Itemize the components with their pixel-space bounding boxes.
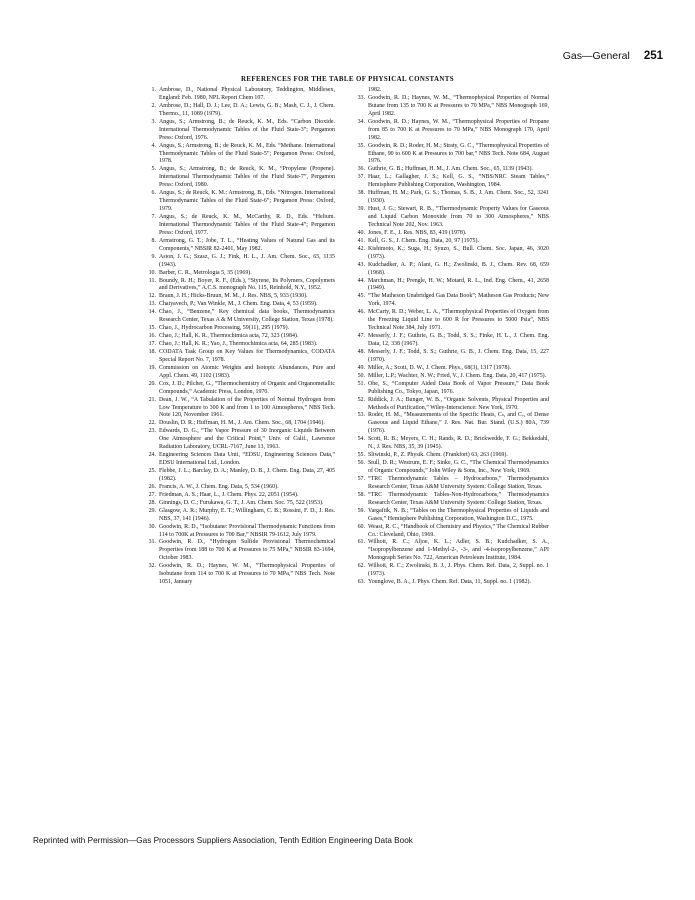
- reference-text: Scott, R. B.; Meyers, C. H.; Rands, R. D.; Brickwedde, F. G.; Bekkedahl, N., J. Res. NBS, 35, 39 (1945).: [368, 436, 549, 451]
- reference-text: Goodwin, R. D.; Haynes, W. M., “Thermophysical Properties of Propane from 85 to 700 K at Pressures to 70 MPa,” NBS Monograph 170, April 1982.: [368, 118, 549, 141]
- reference-entry: [147, 539, 335, 563]
- reference-text: Cox, J. D.; Pilcher, G., “Thermochemistry of Organic and Organometallic Compounds,” Academic Press, London, 1970.: [159, 380, 335, 395]
- reference-entry: [147, 119, 335, 143]
- reference-number: 54.: [357, 436, 365, 443]
- reference-text: Jones, F. E., J. Res. NBS, 83, 419 (1978).: [368, 229, 467, 236]
- reference-text: Kudchadker, A. P.; Alani, G. H.; Zwolinski, B. J., Chem. Rev. 68, 659 (1968).: [368, 261, 549, 276]
- reference-number: 12.: [148, 293, 156, 300]
- reference-number: 25.: [148, 468, 156, 474]
- reference-entry: [147, 484, 335, 492]
- reference-text: Ambrose, D.; Hall, D. J.; Lee, D. A.; Lewis, G. B.; Mash, C. J., J. Chem. Thermo., 11, 1089 (1979).: [159, 102, 335, 117]
- reference-text: Wilhoit, R. C.; Zwolinski, B. J., J. Phys. Chem. Ref. Data, 2, Suppl. no. 1 (1973).: [368, 563, 549, 578]
- reference-number: 17.: [148, 341, 156, 347]
- reference-entry: [356, 293, 549, 309]
- reference-number: 1.: [151, 87, 156, 93]
- reference-text: Stull, D. R.; Westrum, E. F.; Sinke, G. C., “The Chemical Thermodynamics of Organic Compounds,” John Wiley & Sons, Inc., New York, 1969.: [368, 460, 549, 474]
- running-header: [563, 50, 663, 62]
- reference-entry: [147, 341, 335, 349]
- reference-entry: [147, 238, 335, 254]
- reference-text: Goodwin, R. D.; Haynes, W. M., “Thermophysical Properties of Normal Butane from 135 to 700 K at Pressures to 70 MPa,” NBS Monograph 169, April 1982.: [368, 94, 549, 117]
- reference-text: Armstrong, G. T.; Jobe, T. L., “Heating Values of Natural Gas and its Components,” NBSIR 82-2401, May 1982.: [159, 237, 335, 252]
- reference-text: Ambrose, D., National Physical Laboratory, Teddington, Middlesex, England: Feb. 1980, NPL Report Chem 107.: [159, 87, 335, 101]
- reference-text: Vargaftik, N. B.; “Tables on the Thermophysical Properties of Liquids and Gases,” Hemisphere Publishing Corporation, Washington D.C., 1975.: [368, 507, 549, 522]
- reference-text: Ohe, S., “Computer Aided Data Book of Vapor Pressure,” Data Book Publishing Co., Tokyo, Japan, 1976.: [368, 380, 549, 395]
- reference-text: Chaiyavech, P.; Van Winkle, M., J. Chem. Eng. Data, 4, 53 (1959).: [159, 301, 318, 308]
- reference-number: 23.: [148, 428, 156, 435]
- reference-number: 16.: [148, 333, 156, 340]
- reference-entry: [356, 206, 549, 230]
- reference-text: “TRC Thermodynamic Tables-Non-Hydrocarbons,” Thermodynamics Research Center, Texas A&M University System: College Station, Texas.: [368, 491, 549, 506]
- reference-text: Wilhoit, R. C.; Aljoe, K. L.; Adler, S. B.; Kudchadker, S. A., “Isopropylbenzene and 1-Methyl-2-, -3-, and -4-isopropylbenzene,” API Monograph Series No. 722, American Petroleum Institute, 1984.: [368, 539, 549, 562]
- page-number: 251: [643, 50, 663, 62]
- reference-text: Angus, S.; Armstrong, B.; de Reuck, K. M., Eds. “Carbon Dioxide. International Thermodynamic Tables of the Fluid State-3”; Pergamon Press: Oxford, 1976.: [159, 118, 335, 141]
- reference-entry: [147, 87, 335, 103]
- reference-entry: [147, 214, 335, 238]
- reference-entry: [356, 333, 549, 349]
- reference-entry: [356, 524, 549, 540]
- reference-number: 34.: [357, 118, 365, 125]
- reference-entry: [147, 381, 335, 397]
- reference-text: Angus, S.; de Reuck, K. M., McCarthy, R. D., Eds. “Helium. International Thermodynamic Tables of the Fluid State-4”; Pergamon Press: Oxford, 1977.: [159, 214, 335, 236]
- reference-number: 59.: [357, 507, 365, 514]
- reference-text: Dean, J. W., “A Tabulation of the Properties of Normal Hydrogen from Low Temperature to 300 K and from 1 to 100 Atmospheres,” NBS Tech. Note 120, November 1961.: [159, 396, 335, 419]
- reference-number: 31.: [148, 539, 156, 546]
- reference-text: Edwards, D. G., “The Vapor Pressure of 30 Inorganic Liquids Between One Atmosphere and the Critical Point,” Univ. of Calif., Lawrence Radiation Laboratory, UCRL-7167, June 13, 1963.: [159, 428, 335, 451]
- reference-entry: [356, 230, 549, 238]
- reference-number: 58.: [357, 491, 365, 498]
- reference-text: 1982.: [368, 87, 382, 93]
- reference-number: 56.: [357, 460, 365, 467]
- reference-entry: [356, 492, 549, 508]
- reference-text: Messerly, J. F.; Guthrie, G. B.; Todd, S. S.; Finke, H. L., J. Chem. Eng. Data, 12, 338 (1967).: [368, 333, 549, 347]
- reference-number: 8.: [151, 237, 156, 244]
- reference-entry: [147, 452, 335, 468]
- reference-text: CODATA Task Group on Key Values for Thermodynamics, CODATA Special Report No. 7, 1978.: [159, 348, 335, 363]
- reference-number: 41.: [357, 237, 365, 244]
- reference-text: Barber, C. R., Metrologia 5, 35 (1969).: [159, 269, 252, 276]
- reference-text: Weast, R. C., “Handbook of Chemistry and Physics,” The Chemical Rubber Co.: Cleveland, Ohio, 1969.: [368, 523, 549, 538]
- reference-number: 46.: [357, 309, 365, 316]
- reference-entry: [147, 500, 335, 508]
- reference-number: 39.: [357, 206, 365, 213]
- reference-entry: [356, 143, 549, 167]
- reference-entry: [356, 119, 549, 143]
- reference-entry: [356, 412, 549, 436]
- reference-entry: [147, 270, 335, 278]
- references-left-column: [147, 87, 335, 587]
- reference-entry: [356, 246, 549, 262]
- reference-text: Douslin, D. R.; Huffman, H. M., J. Am. Chem. Soc., 68, 1704 (1946).: [159, 420, 325, 427]
- reference-number: 14.: [148, 309, 156, 316]
- reference-number: 53.: [357, 412, 365, 419]
- reference-number: 57.: [357, 475, 365, 482]
- reference-entry: [147, 428, 335, 452]
- reference-number: 37.: [357, 174, 365, 181]
- reference-entry: [147, 190, 335, 214]
- reference-entry: [356, 436, 549, 452]
- reference-entry: [356, 381, 549, 397]
- reference-entry: [356, 87, 549, 95]
- reference-text: Chao, J., “Benzene,” Key chemical data books, Thermodynamics Research Center, Texas A & M University, College Station, Texas (1978).: [159, 309, 335, 324]
- reference-entry: [147, 325, 335, 333]
- reference-number: 4.: [151, 142, 156, 149]
- reference-number: 49.: [357, 364, 365, 371]
- reference-entry: [356, 309, 549, 333]
- reference-number: 52.: [357, 396, 365, 403]
- reference-text: Angus, S.; de Reuck, K. M.; Armstrong, B., Eds. “Nitrogen. International Thermodynamic Tables of the Fluid State-6”; Pergamon Press: Oxford, 1979.: [159, 190, 335, 213]
- reference-text: Angus, S.; Armstrong, B.; de Reuck, K. M., “Propylene (Propene). International Thermodynamic Tables of the Fluid State-7”, Pergamon Press: Oxford, 1980.: [159, 166, 335, 189]
- reference-number: 40.: [357, 229, 365, 236]
- reference-number: 38.: [357, 190, 365, 197]
- reference-entry: [147, 468, 335, 484]
- reference-text: Goodwin, R. D.; Roder, H. M.; Straty, G. C., “Thermophysical Properties of Ethane, 90 to 600 K at Pressures to 700 bar,” NBS Tech. Note 684, August 1976.: [368, 142, 549, 165]
- section-title: Gas—General: [562, 50, 630, 62]
- reference-text: Engineering Sciences Data Unit, “EDSU, Engineering Sciences Data,” EDSU International Ltd., London.: [159, 452, 335, 467]
- reference-entry: [356, 460, 549, 476]
- reference-number: 42.: [357, 245, 365, 252]
- reference-entry: [147, 365, 335, 381]
- reference-entry: [147, 333, 335, 341]
- reference-entry: [147, 397, 335, 421]
- reference-text: Messerly, J. F.; Todd, S. S.; Guthrie, G. B., J. Chem. Eng. Data, 15, 227 (1970).: [368, 348, 549, 363]
- reference-text: Riddick, J. A.; Bunger, W. B., “Organic Solvents, Physical Properties and Methods of Purification,” Wiley-Interscience: New York, 1970.: [368, 396, 549, 411]
- reference-text: Ginnings, D. C.; Furukawa, G. T., J. Am. Chem. Soc. 75, 522 (1953).: [159, 499, 324, 506]
- reference-text: Glasgow, A. R.; Murphy, E. T.; Willingham, C. B.; Rossini, F. D., J. Res. NBS, 37, 141 (1946).: [159, 507, 335, 522]
- reference-text: Chao, J.; Hall, K. R., Thermochimica acta, 72, 323 (1984).: [159, 333, 299, 340]
- reference-text: Younglove, B. A., J. Phys. Chem. Ref. Data, 11, Suppl. no. 1 (1982).: [368, 579, 531, 586]
- reference-number: 28.: [148, 499, 156, 506]
- reference-text: Boundy, R. H.; Boyer, R. F., (Eds.), “Styrene, Its Polymers, Copolymers and Derivatives,” A.C.S. monograph No. 115, Reinhold, N.Y., 1952.: [159, 277, 335, 292]
- reference-entry: [147, 492, 335, 500]
- reference-text: “TRC Thermodynamic Tables – Hydrocarbons,” Thermodynamics Research Center, Texas A&M University System: College Station, Texas.: [368, 475, 549, 490]
- reference-number: 61.: [357, 539, 365, 546]
- reference-number: 30.: [148, 523, 156, 530]
- reference-number: 10.: [148, 269, 156, 276]
- reference-text: Roder, H. M., “Measurements of the Specific Heats, Cₛ, and Cᵥ, of Dense Gaseous and Liquid Ethane,” J. Res. Nat. Bur. Stand. (U.S.) 80A, 739 (1976).: [368, 412, 549, 435]
- reference-text: Goodwin, R. D., “Isobutane: Provisional Thermodynamic Functions from 114 to 700K at Pressures to 700 Bar,” NBSIR 79-1612, July 1979.: [159, 523, 335, 538]
- reference-text: Braun, J. H.; Hicks-Bruun, M. M., J. Res. NBS, 5, 933 (1930).: [159, 293, 308, 300]
- reference-entry: [147, 563, 335, 587]
- reference-entry: [356, 190, 549, 206]
- reference-text: Chao, J., Hydrocarbon Processing, 59(11), 295 (1979).: [159, 325, 290, 332]
- references-title: REFERENCES FOR THE TABLE OF PHYSICAL CONSTANTS: [241, 76, 454, 83]
- reference-entry: [147, 309, 335, 325]
- reference-text: Kell, G. S., J. Chem. Eng. Data, 20, 97 (1975).: [368, 237, 479, 244]
- reference-text: Miller, A.; Scott, D. W., J. Chem. Phys., 68(3), 1317 (1978).: [368, 364, 511, 371]
- reference-number: 35.: [357, 142, 365, 149]
- reference-entry: [356, 365, 549, 373]
- reference-number: 45.: [357, 293, 365, 300]
- reference-number: 27.: [148, 491, 156, 498]
- reference-number: 60.: [357, 523, 365, 530]
- reference-text: Goodwin, R. D.; Haynes, W. M., “Thermophysical Properties of Isobutane from 114 to 700 K at Pressures to 70 MPa,” NBS Tech. Note 1051, January: [159, 563, 335, 586]
- reference-entry: [356, 508, 549, 524]
- reference-text: Marchman, H.; Prengle, H. W.; Motard, R. L., Ind. Eng. Chem., 41, 2658 (1949).: [368, 277, 549, 292]
- reference-text: Sliwinski, P., Z. Physik. Chem. (Frankfort) 63, 263 (1969).: [368, 452, 508, 459]
- reference-text: Kishimoto, K.; Suga, H.; Syuzo, S., Bull. Chem. Soc. Japan, 46, 3020 (1973).: [368, 245, 549, 260]
- reference-text: Guthrie, G. B.; Huffman, H. M., J. Am. Chem. Soc., 65, 1139 (1943).: [368, 166, 533, 173]
- reference-entry: [356, 397, 549, 413]
- reference-number: 43.: [357, 261, 365, 268]
- reference-number: 19.: [148, 364, 156, 371]
- reference-text: Miller, L.P.; Wachter, N. W.; Fried, V., J. Chem. Eng. Data, 20, 417 (1975).: [368, 372, 547, 379]
- reference-entry: [147, 254, 335, 270]
- reference-number: 63.: [357, 579, 365, 586]
- reference-number: 7.: [151, 214, 156, 220]
- reference-entry: [356, 579, 549, 587]
- reference-number: 5.: [151, 166, 156, 173]
- reference-text: Friedman, A. S.; Haar, L., J. Chem. Phys. 22, 2051 (1954).: [159, 491, 299, 498]
- reference-number: 24.: [148, 452, 156, 459]
- reference-entry: [356, 476, 549, 492]
- reference-text: Huffman, H. M.; Park, G. S.; Thomas, S. B., J. Am. Chem. Soc., 52, 3241 (1930).: [368, 190, 549, 205]
- reference-entry: [147, 508, 335, 524]
- reference-entry: [147, 103, 335, 119]
- reference-entry: [356, 373, 549, 381]
- reference-number: 47.: [357, 333, 365, 340]
- reference-entry: [147, 524, 335, 540]
- reference-text: Francis, A. W., J. Chem. Eng. Data, 5, 534 (1960).: [159, 483, 279, 490]
- reference-number: 62.: [357, 563, 365, 570]
- reference-entry: [356, 349, 549, 365]
- reference-number: 32.: [148, 563, 156, 570]
- reference-number: 11.: [148, 277, 156, 284]
- reference-number: 2.: [151, 102, 156, 109]
- reference-number: 26.: [148, 483, 156, 490]
- reference-entry: [356, 278, 549, 294]
- reference-number: 33.: [357, 94, 365, 101]
- reference-entry: [356, 262, 549, 278]
- reference-number: 3.: [151, 118, 156, 125]
- reference-number: 48.: [357, 348, 365, 355]
- reference-number: 21.: [148, 396, 156, 403]
- reference-entry: [147, 349, 335, 365]
- reference-number: 6.: [151, 190, 156, 197]
- reference-entry: [147, 166, 335, 190]
- reference-number: 20.: [148, 380, 156, 387]
- reference-text: Haar, L.; Gallagher, J. S.; Kell, G. S., “NBS/NRC Steam Tables,” Hemisphere Publishing Corporation, Washington, 1984.: [368, 174, 549, 189]
- reprint-credit: Reprinted with Permission—Gas Processors Suppliers Association, Tenth Edition Engineering Data Book: [33, 836, 413, 845]
- reference-number: 51.: [357, 380, 365, 387]
- reference-text: “The Matheson Unabridged Gas Data Book”; Matheson Gas Products; New York, 1974.: [368, 293, 549, 308]
- reference-text: Aston, J. G.; Szasz, G. J.; Fink, H. L., J. Am. Chem. Soc., 65, 1135 (1943).: [159, 253, 335, 268]
- reference-entry: [356, 174, 549, 190]
- reference-text: Hust, J. G.; Stewart, R. B., “Thermodynamic Property Values for Gaseous and Liquid Carbon Monoxide from 70 to 300 Atmospheres,” NBS Technical Note 202, Nov. 1963.: [368, 206, 549, 228]
- reference-entry: [356, 563, 549, 579]
- reference-number: 15.: [148, 325, 156, 332]
- references-right-column: [356, 87, 549, 587]
- reference-entry: [147, 143, 335, 167]
- reference-number: 9.: [151, 253, 156, 260]
- reference-entry: [356, 238, 549, 246]
- reference-number: 50.: [357, 372, 365, 379]
- reference-entry: [356, 95, 549, 119]
- reference-text: Flebbe, J. L.; Barclay, D. A.; Manley, D. B., J. Chem. Eng. Data, 27, 405 (1982).: [159, 468, 335, 482]
- reference-entry: [356, 452, 549, 460]
- reference-text: McCarty, R. D.; Weber, L. A., “Thermophysical Properties of Oxygen from the Freezing Liquid Line to 600 R for Pressures to 5000 Psia”, NBS Technical Note 384, July 1971.: [368, 309, 549, 332]
- reference-number: 29.: [148, 507, 156, 514]
- reference-number: 13.: [148, 301, 156, 308]
- reference-text: Angus, S.; Armstrong, B.; de Reuck, K. M., Eds. “Methane. International Thermodynamic Tables of the Fluid State-5”; Pergamon Press: Oxford, 1978.: [159, 142, 335, 165]
- reference-entry: [356, 539, 549, 563]
- reference-text: Goodwin, R. D., “Hydrogen Sulfide Provisional Thermochemical Properties from 188 to 700 K at Pressures to 75 MPa,” NBSIR 83-1694, October 1983.: [159, 539, 335, 562]
- reference-number: 55.: [357, 452, 365, 459]
- reference-number: 44.: [357, 277, 365, 284]
- reference-text: Chao, J.; Hall, K. R.; Yao, J., Thermochimica acta, 64, 285 (1983).: [159, 341, 318, 347]
- reference-number: 18.: [148, 348, 156, 355]
- reference-entry: [147, 278, 335, 294]
- reference-number: 22.: [148, 420, 156, 427]
- reference-text: Commission on Atomic Weights and Isotopic Abundances, Pure and Appl. Chem. 49, 1102 (1983).: [159, 364, 335, 379]
- reference-number: 36.: [357, 166, 365, 173]
